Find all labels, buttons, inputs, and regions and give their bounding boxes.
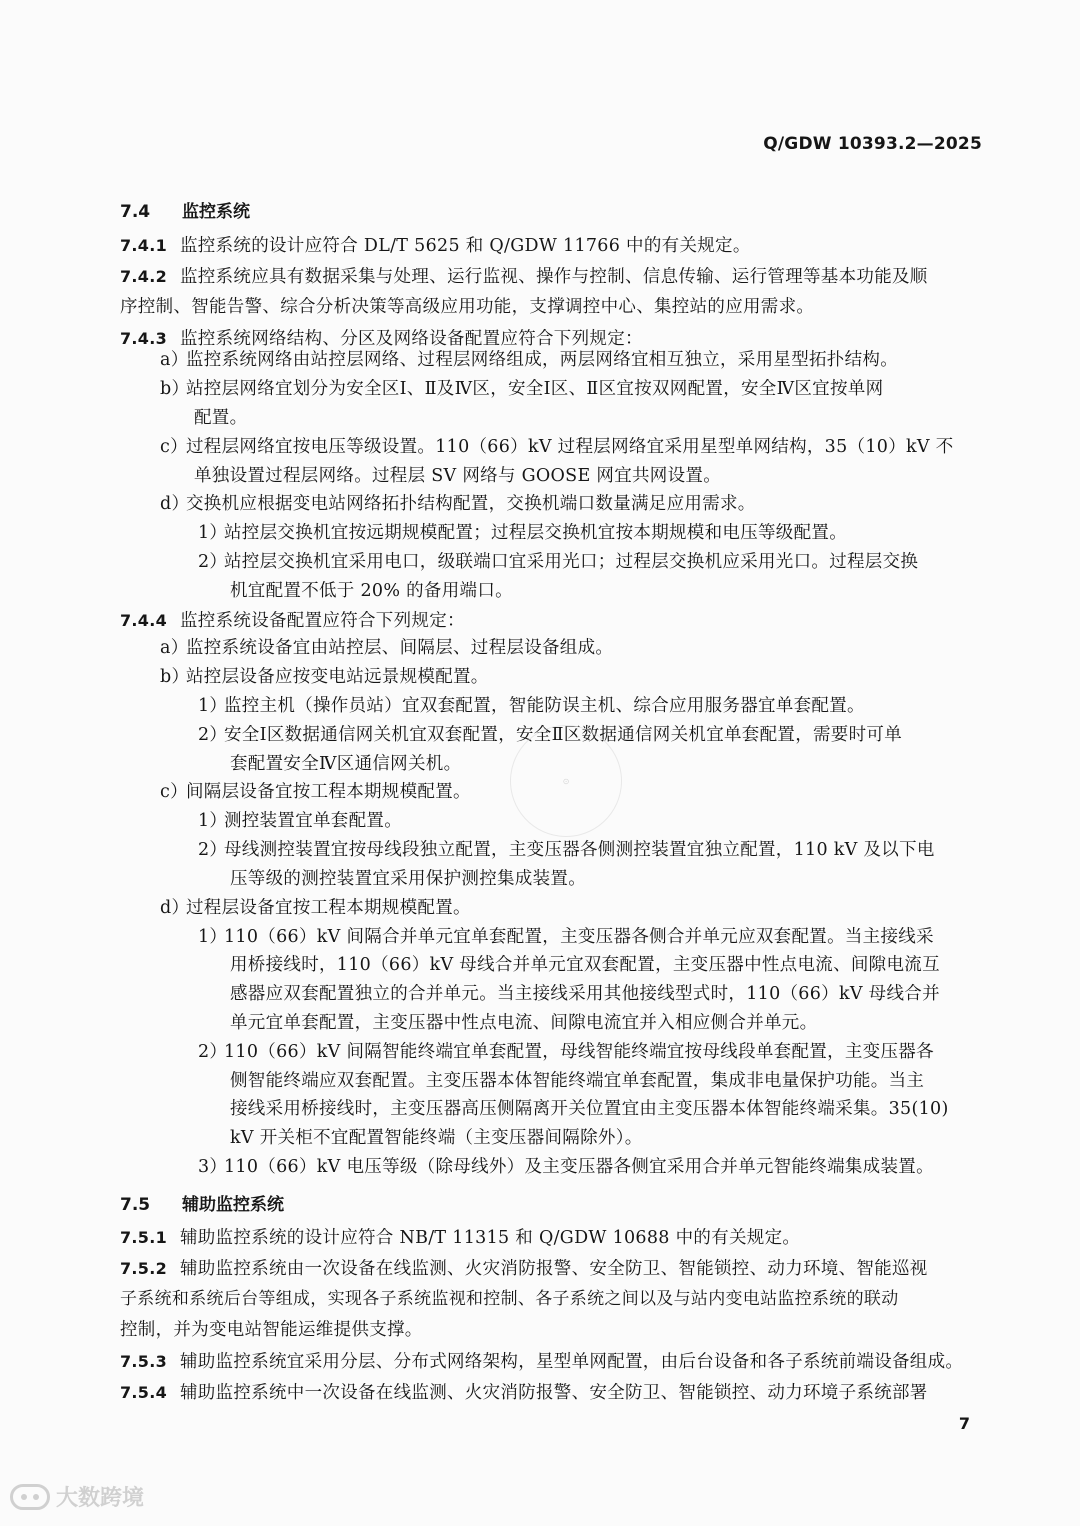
- section-title: 辅助监控系统: [182, 1195, 284, 1215]
- item-7-4-4-b: b）站控层设备应按变电站远景规模配置。: [160, 667, 489, 687]
- clause-7-4-4: 7.4.4 监控系统设备配置应符合下列规定：: [120, 611, 465, 631]
- clause-7-5-2-cont: 控制，并为变电站智能运维提供支撑。: [120, 1320, 423, 1340]
- item-7-4-4-d-1-cont: 单元宜单套配置，主变压器中性点电流、间隙电流宜并入相应侧合并单元。: [230, 1013, 818, 1033]
- item-7-4-4-b-2: 2）安全Ⅰ区数据通信网关机宜双套配置，安全Ⅱ区数据通信网关机宜单套配置，需要时可单: [198, 725, 903, 745]
- clause-7-4-2-cont: 序控制、智能告警、综合分析决策等高级应用功能，支撑调控中心、集控站的应用需求。: [120, 297, 815, 317]
- clause-7-5-2-cont: 子系统和系统后台等组成，实现各子系统监视和控制、各子系统之间以及与站内变电站监控系统的联动: [120, 1289, 899, 1309]
- item-7-4-3-d-2-cont: 机宜配置不低于 20% 的备用端口。: [230, 581, 513, 601]
- clause-7-5-3: 7.5.3 辅助监控系统宜采用分层、分布式网络架构，星型单网配置，由后台设备和各子系统前端设备组成。: [120, 1352, 964, 1372]
- page-number: 7: [958, 1414, 970, 1433]
- faint-seal: ⊙: [497, 712, 634, 849]
- standard-code: Q/GDW 10393.2—2025: [763, 134, 982, 154]
- item-7-4-3-c: c）过程层网络宜按电压等级设置。110（66）kV 过程层网络宜采用星型单网结构，35（10）kV 不: [160, 437, 954, 457]
- section-title: 监控系统: [182, 202, 250, 222]
- item-7-4-4-c: c）间隔层设备宜按工程本期规模配置。: [160, 782, 471, 802]
- item-7-4-4-d-1: 1）110（66）kV 间隔合并单元宜单套配置，主变压器各侧合并单元应双套配置。当主接线采: [198, 927, 934, 947]
- clause-7-4-1: 7.4.1 监控系统的设计应符合 DL/T 5625 和 Q/GDW 11766 中的有关规定。: [120, 236, 751, 256]
- clause-7-5-4: 7.5.4 辅助监控系统中一次设备在线监测、火灾消防报警、安全防卫、智能锁控、动力环境子系统部署: [120, 1383, 928, 1403]
- item-7-4-4-d-2-cont: 侧智能终端应双套配置。主变压器本体智能终端宜单套配置，集成非电量保护功能。当主: [230, 1071, 925, 1091]
- item-7-4-3-c-cont: 单独设置过程层网络。过程层 SV 网络与 GOOSE 网宜共网设置。: [194, 466, 722, 486]
- item-7-4-4-a: a）监控系统设备宜由站控层、间隔层、过程层设备组成。: [160, 638, 614, 658]
- item-7-4-3-d-2: 2）站控层交换机宜采用电口，级联端口宜采用光口；过程层交换机应采用光口。过程层交换: [198, 552, 919, 572]
- section-number: 7.5: [120, 1195, 151, 1215]
- item-7-4-4-b-2-cont: 套配置安全Ⅳ区通信网关机。: [230, 754, 462, 774]
- item-7-4-4-c-1: 1）测控装置宜单套配置。: [198, 811, 402, 831]
- item-7-4-4-d-1-cont: 用桥接线时，110（66）kV 母线合并单元宜双套配置，主变压器中性点电流、间隙电流互: [230, 955, 940, 975]
- item-7-4-4-d-3: 3）110（66）kV 电压等级（除母线外）及主变压器各侧宜采用合并单元智能终端集成装置。: [198, 1157, 934, 1177]
- item-7-4-4-d: d）过程层设备宜按工程本期规模配置。: [160, 898, 471, 918]
- clause-7-5-2: 7.5.2 辅助监控系统由一次设备在线监测、火灾消防报警、安全防卫、智能锁控、动力环境、智能巡视: [120, 1259, 928, 1279]
- item-7-4-4-d-2-cont: kV 开关柜不宜配置智能终端（主变压器间隔除外）。: [230, 1128, 643, 1148]
- item-7-4-4-c-2-cont: 压等级的测控装置宜采用保护测控集成装置。: [230, 869, 586, 889]
- section-number: 7.4: [120, 202, 151, 222]
- item-7-4-3-d: d）交换机应根据变电站网络拓扑结构配置，交换机端口数量满足应用需求。: [160, 494, 756, 514]
- clause-7-4-2: 7.4.2 监控系统应具有数据采集与处理、运行监视、操作与控制、信息传输、运行管理等基本功能及顺: [120, 267, 928, 287]
- clause-7-5-1: 7.5.1 辅助监控系统的设计应符合 NB/T 11315 和 Q/GDW 10688 中的有关规定。: [120, 1228, 801, 1248]
- item-7-4-3-a: a）监控系统网络由站控层网络、过程层网络组成，两层网络宜相互独立，采用星型拓扑结构。: [160, 350, 898, 370]
- section-7-4-heading: [120, 197, 250, 222]
- section-7-5-heading: [120, 1190, 284, 1215]
- item-7-4-4-b-1: 1）监控主机（操作员站）宜双套配置，智能防误主机、综合应用服务器宜单套配置。: [198, 696, 865, 716]
- item-7-4-3-d-1: 1）站控层交换机宜按远期规模配置；过程层交换机宜按本期规模和电压等级配置。: [198, 523, 847, 543]
- item-7-4-4-d-2: 2）110（66）kV 间隔智能终端宜单套配置，母线智能终端宜按母线段单套配置，主变压器各: [198, 1042, 934, 1062]
- item-7-4-3-b: b）站控层网络宜划分为安全区Ⅰ、Ⅱ及Ⅳ区，安全Ⅰ区、Ⅱ区宜按双网配置，安全Ⅳ区宜按单网: [160, 379, 884, 399]
- item-7-4-3-b-cont: 配置。: [194, 408, 248, 428]
- watermark: [10, 1481, 144, 1512]
- clause-7-4-3: 7.4.3 监控系统网络结构、分区及网络设备配置应符合下列规定：: [120, 329, 643, 349]
- watermark-text: 大数跨境: [56, 1486, 145, 1511]
- item-7-4-4-d-2-cont: 接线采用桥接线时，主变压器高压侧隔离开关位置宜由主变压器本体智能终端采集。35(10): [230, 1099, 949, 1119]
- item-7-4-4-c-2: 2）母线测控装置宜按母线段独立配置，主变压器各侧测控装置宜独立配置，110 kV 及以下电: [198, 840, 935, 860]
- chat-bubble-icon: [10, 1484, 50, 1510]
- item-7-4-4-d-1-cont: 感器应双套配置独立的合并单元。当主接线采用其他接线型式时，110（66）kV 母线合并: [230, 984, 940, 1004]
